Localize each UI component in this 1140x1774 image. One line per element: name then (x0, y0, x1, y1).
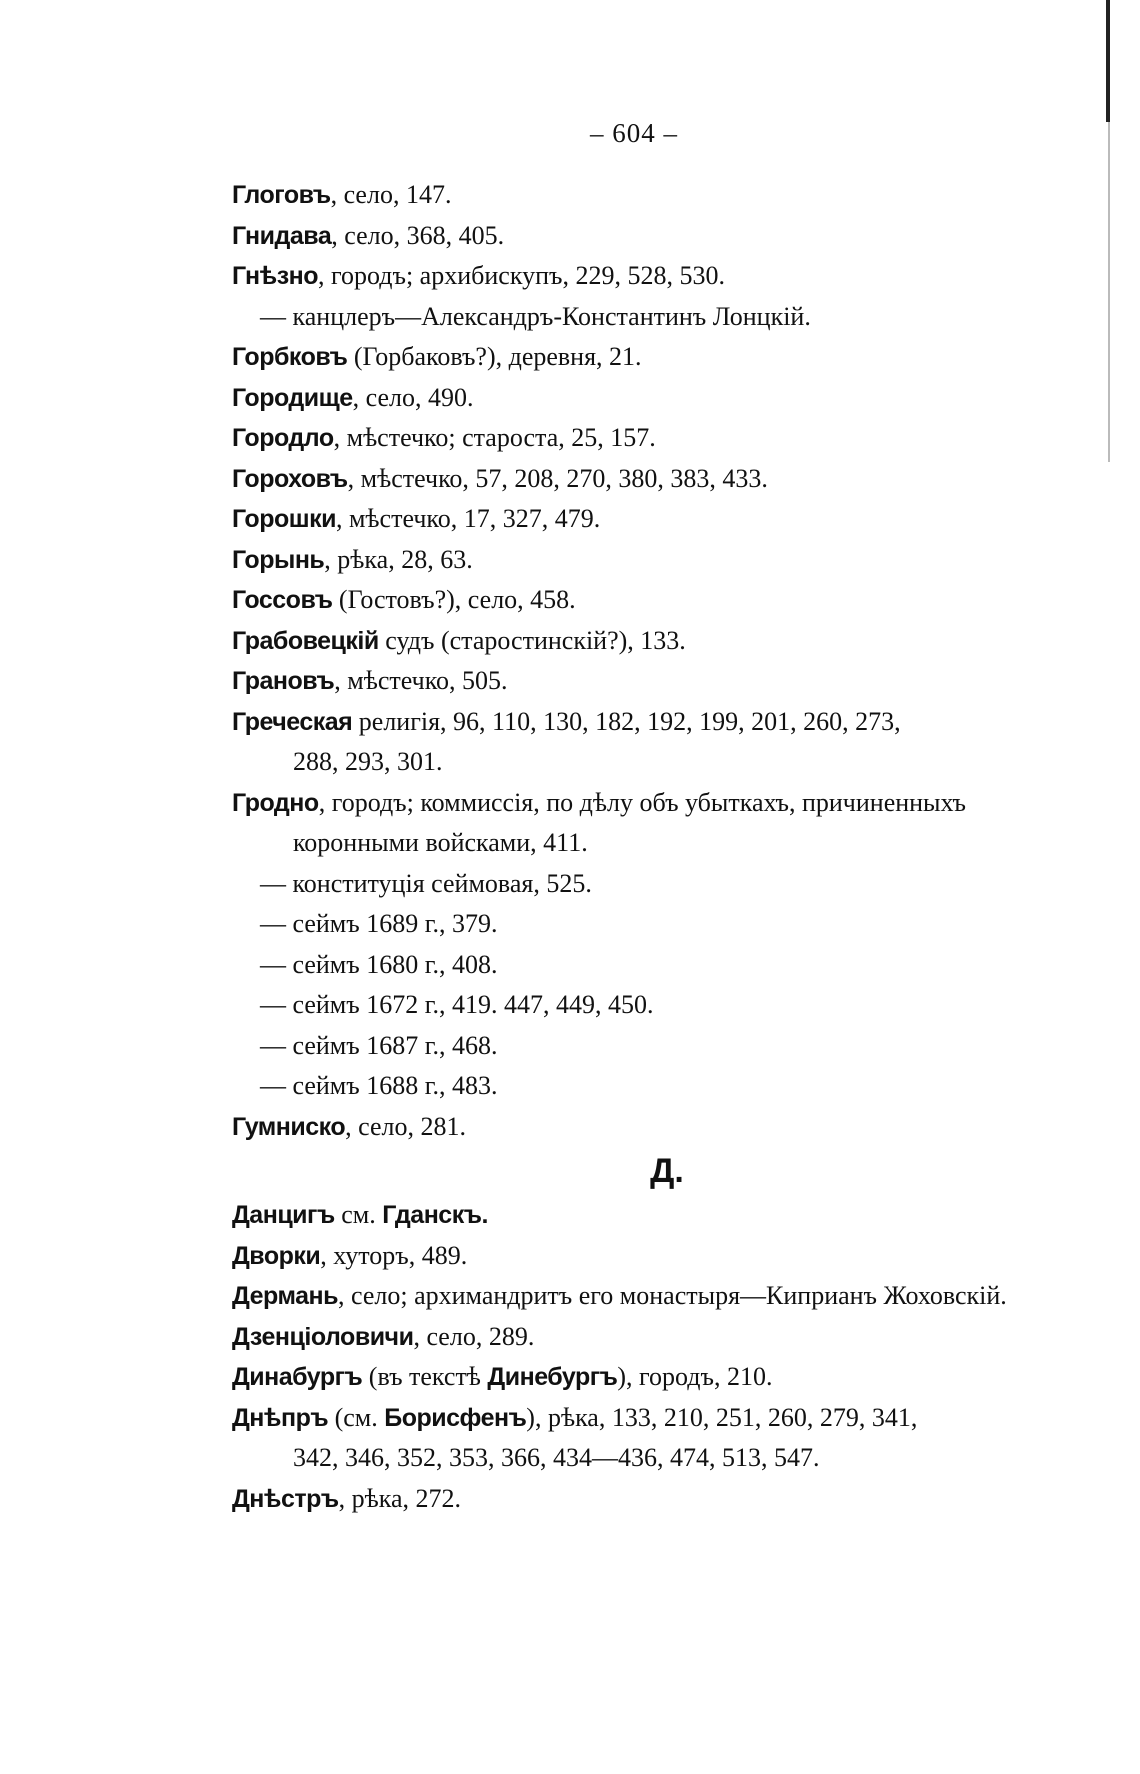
index-entry (232, 337, 1062, 378)
entry-headword: Дермань (232, 1282, 338, 1310)
entry-text: , мѣстечко, 505. (334, 666, 508, 695)
page-number: – 604 – (590, 118, 678, 148)
entry-headword: Днѣстръ (232, 1484, 339, 1513)
index-entry (232, 1479, 1062, 1520)
index-entry (232, 1398, 1062, 1439)
entry-text: ), рѣка, 133, 210, 251, 260, 279, 341, (526, 1402, 918, 1432)
index-section-d (232, 1195, 1062, 1519)
entry-crossref: Борисфенъ (384, 1403, 527, 1432)
entry-headword: Глоговъ (232, 181, 331, 209)
index-entry-continuation: коронными войсками, 411. (293, 828, 588, 857)
index-entry (232, 621, 1062, 662)
entry-text: ), городъ, 210. (617, 1362, 773, 1391)
entry-text: см. (334, 1200, 383, 1229)
index-entry (232, 1107, 1062, 1148)
index-entry (232, 216, 1062, 257)
index-entry (232, 378, 1062, 419)
entry-headword: Дзенціоловичи (232, 1322, 414, 1351)
page-edge-shadow (1108, 122, 1110, 462)
entry-text: (Гостовъ?), село, 458. (332, 585, 576, 614)
index-entry (232, 1195, 1062, 1236)
entry-text: , мѣстечко; староста, 25, 157. (333, 423, 656, 452)
entry-text: , мѣстечко, 17, 327, 479. (335, 504, 601, 533)
entry-text: , село, 147. (330, 180, 452, 209)
entry-headword: Динабургъ (232, 1363, 363, 1391)
index-entry-continuation: 342, 346, 352, 353, 366, 434—436, 474, 513, 547. (293, 1443, 820, 1472)
index-entry (232, 459, 1062, 500)
section-letter: Д. (650, 1152, 684, 1190)
index-entry (232, 580, 1062, 621)
index-subentry: — сеймъ 1672 г., 419. 447, 449, 450. (260, 990, 654, 1019)
entry-headword: Госсовъ (232, 586, 333, 614)
index-entry (232, 418, 1062, 459)
index-entry (232, 702, 1062, 743)
entry-text: , село, 490. (352, 382, 474, 412)
entry-text: , село, 289. (413, 1321, 535, 1351)
index-entry (232, 1357, 1062, 1398)
entry-headword: Днѣпръ (232, 1403, 329, 1432)
index-subentry: — конституція сеймовая, 525. (260, 868, 592, 898)
entry-text: (въ текстѣ (362, 1362, 488, 1391)
entry-headword: Горбковъ (232, 343, 348, 371)
entry-headword: Гнѣзно (232, 262, 319, 290)
entry-headword: Горынь (232, 545, 325, 574)
entry-text: (см. (328, 1402, 385, 1432)
entry-headword: Гнидава (232, 221, 332, 250)
index-entry (232, 540, 1062, 581)
entry-text: , рѣка, 272. (338, 1483, 462, 1513)
entry-headword: Дворки (232, 1241, 321, 1270)
index-entry (232, 256, 1062, 297)
index-entry (232, 783, 1062, 824)
entry-headword: Греческая (232, 707, 353, 736)
entry-text: , село, 368, 405. (331, 220, 505, 250)
index-entries (232, 175, 1062, 1519)
index-entry-continuation: 288, 293, 301. (293, 747, 443, 776)
entry-text: , городъ; архибискупъ, 229, 528, 530. (318, 261, 725, 290)
entry-headword: Грановъ (232, 667, 335, 695)
index-entry (232, 1276, 1062, 1317)
index-entry (232, 661, 1062, 702)
index-subentry: — канцлеръ—Александръ-Константинъ Лонцкій. (260, 301, 811, 331)
entry-text: , село, 281. (345, 1111, 466, 1141)
entry-text: , хуторъ, 489. (320, 1240, 468, 1270)
index-subentry: — сеймъ 1688 г., 483. (260, 1071, 498, 1100)
entry-headword: Городище (232, 383, 353, 412)
index-entry (232, 175, 1062, 216)
index-entry (232, 499, 1062, 540)
entry-text: судъ (старостинскій?), 133. (378, 625, 686, 655)
index-entry (232, 1317, 1062, 1358)
entry-crossref: Динебургъ (487, 1363, 618, 1391)
entry-text: , село; архимандритъ его монастыря—Киприанъ Жоховскій. (338, 1281, 1007, 1310)
entry-text: , мѣстечко, 57, 208, 270, 380, 383, 433. (347, 463, 768, 493)
index-section-g (232, 175, 1062, 1147)
index-subentry: — сеймъ 1687 г., 468. (260, 1030, 498, 1060)
entry-headword: Гродно (232, 788, 319, 817)
entry-text: религія, 96, 110, 130, 182, 192, 199, 201, 260, 273, (352, 706, 901, 736)
entry-headword: Данцигъ (232, 1201, 335, 1229)
page-edge-mark (1106, 0, 1110, 122)
entry-headword: Городло (232, 424, 334, 452)
entry-crossref: Гданскъ. (382, 1201, 488, 1229)
entry-headword: Грабовецкій (232, 626, 379, 655)
entry-text: , городъ; коммиссія, по дѣлу объ убыткахъ, причиненныхъ (318, 787, 966, 817)
entry-text: (Горбаковъ?), деревня, 21. (347, 342, 642, 371)
index-subentry: — сеймъ 1689 г., 379. (260, 909, 498, 938)
entry-text: , рѣка, 28, 63. (324, 544, 473, 574)
entry-headword: Гумниско (232, 1112, 346, 1141)
entry-headword: Горошки (232, 505, 336, 533)
index-entry (232, 1236, 1062, 1277)
entry-headword: Гороховъ (232, 464, 348, 493)
index-subentry: — сеймъ 1680 г., 408. (260, 949, 498, 979)
